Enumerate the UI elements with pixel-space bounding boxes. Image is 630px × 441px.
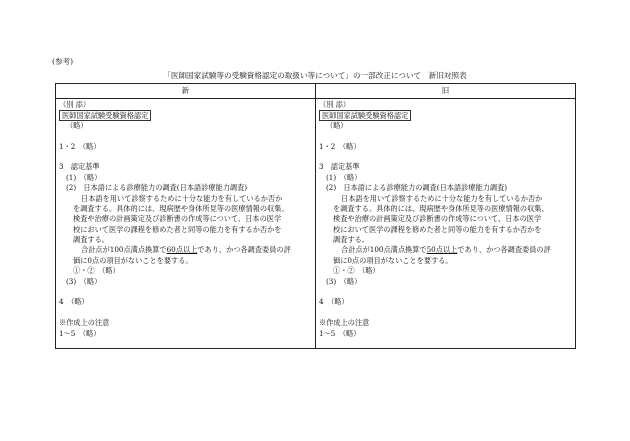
score-text: であり、かつ各調査委員の評 [197, 245, 291, 255]
section-3-heading: 3 認定基準 [59, 162, 100, 172]
item-2-heading: (2) 日本語による診療能力の調査(日本語診療能力調査) [66, 183, 248, 193]
item-2-text: 日本語を用いて診察するために十分な能力を有しているか否か [341, 193, 543, 203]
spacer [319, 308, 572, 318]
spacer [59, 131, 312, 141]
omitted-note: （略） [326, 120, 348, 130]
spacer [319, 287, 572, 297]
section-3-heading: 3 認定基準 [319, 162, 360, 172]
score-requirement-cont: 価に0点の項目がないことを要する。 [73, 255, 193, 265]
spacer [59, 152, 312, 162]
annex-label: （別 添） [319, 100, 351, 109]
comparison-table [55, 83, 576, 349]
item-2-text: を調査する。具体的には、現病歴や身体所見等の医療情報の収集、 [73, 203, 289, 213]
section-4: 4 （略） [59, 297, 89, 307]
item-2-text: 校において医学の課程を修めた者と同等の能力を有するか否かを [333, 224, 542, 234]
section-1-2: 1・2 （略） [59, 141, 101, 151]
notes-items: 1～5 （略） [59, 328, 101, 338]
boxed-title: 医師国家試験受験資格認定 [59, 110, 151, 121]
omitted-note: （略） [66, 120, 88, 130]
item-2-text: 調査する。 [333, 235, 369, 245]
score-requirement [319, 245, 572, 255]
item-2-text: 検査や治療の計画策定及び診断書の作成等について、日本の医学 [73, 214, 282, 224]
section-4: 4 （略） [319, 297, 349, 307]
section-1-2: 1・2 （略） [319, 141, 361, 151]
notes-items: 1～5 （略） [319, 328, 361, 338]
item-2-heading: (2) 日本語による診療能力の調査(日本語診療能力調査) [326, 183, 508, 193]
content-row [56, 99, 576, 349]
item-2-text: 日本語を用いて診察するために十分な能力を有しているか否か [81, 193, 283, 203]
score-threshold-original: 50点以上 [426, 245, 458, 255]
sub-items: ①・② （略） [73, 266, 120, 276]
boxed-title-line [319, 110, 572, 120]
score-text: 合計点が100点満点換算で [81, 245, 167, 255]
boxed-title: 医師国家試験受験資格認定 [319, 110, 411, 121]
score-text: 合計点が100点満点換算で [341, 245, 427, 255]
column-header-old: 旧 [316, 84, 576, 99]
notes-heading: ※作成上の注意 [319, 318, 370, 328]
item-2-text: 調査する。 [73, 235, 109, 245]
score-requirement [59, 245, 312, 255]
item-2-text: を調査する。具体的には、現病歴や身体所見等の医療情報の収集、 [333, 203, 549, 213]
item-2-text: 検査や治療の計画策定及び診断書の作成等について、日本の医学 [333, 214, 542, 224]
spacer [59, 287, 312, 297]
sub-items: ①・② （略） [333, 266, 380, 276]
spacer [319, 131, 572, 141]
item-1: (1) （略） [326, 172, 362, 182]
item-2-text: 校において医学の課程を修めた者と同等の能力を有するか否かを [73, 224, 282, 234]
new-column-cell [56, 99, 316, 349]
score-requirement-cont: 価に0点の項目がないことを要する。 [333, 255, 453, 265]
item-3: (3) （略） [326, 276, 362, 286]
document-title: 「医師国家試験等の受験資格認定の取扱い等について」の一部改正について 新旧対照表 [163, 71, 467, 80]
item-1: (1) （略） [66, 172, 102, 182]
boxed-title-line [59, 110, 312, 120]
old-column-cell [316, 99, 576, 349]
reference-label: (参考) [52, 57, 74, 66]
notes-heading: ※作成上の注意 [59, 318, 110, 328]
annex-label: （別 添） [59, 100, 91, 109]
spacer [319, 152, 572, 162]
spacer [59, 308, 312, 318]
column-header-new: 新 [56, 84, 316, 99]
score-threshold-amended: 60点以上 [166, 245, 198, 255]
score-text: であり、かつ各調査委員の評 [457, 245, 551, 255]
item-3: (3) （略） [66, 276, 102, 286]
header-row [56, 84, 576, 99]
